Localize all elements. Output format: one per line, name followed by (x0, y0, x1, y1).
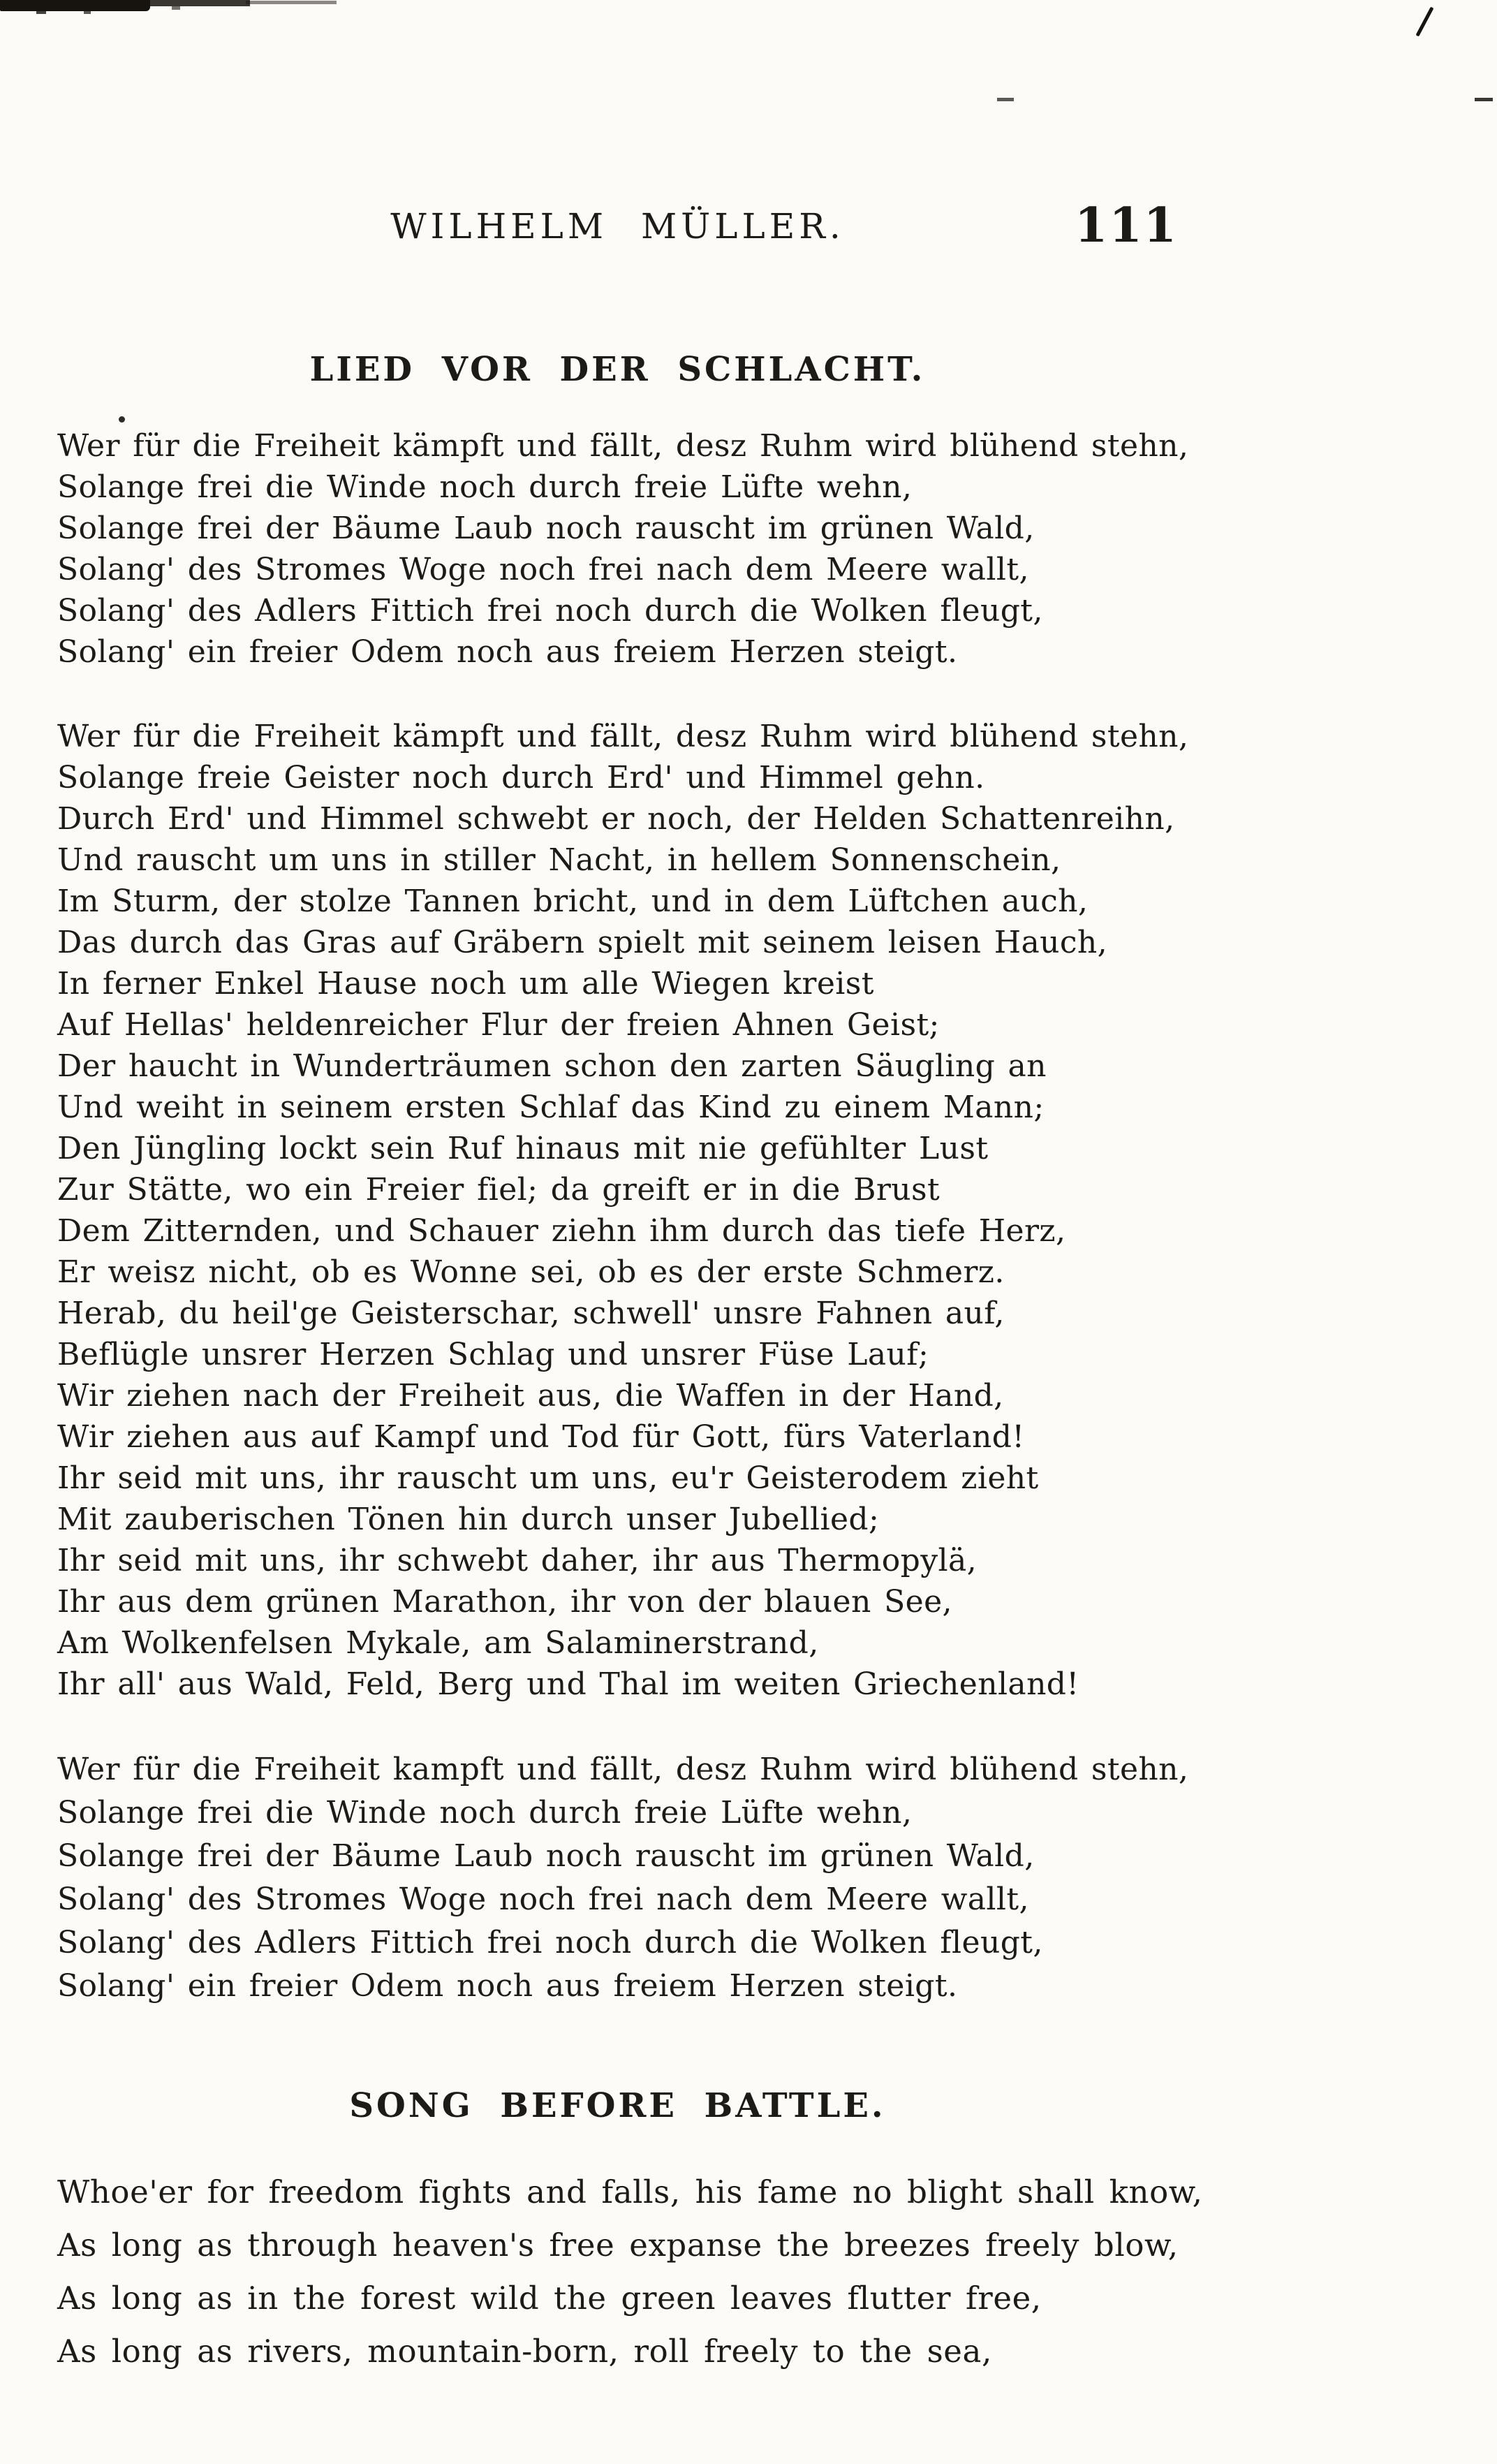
poem-line: Der haucht in Wunderträumen schon den zarten Säugling an (57, 1048, 1047, 1084)
poem-line: Zur Stätte, wo ein Freier fiel; da greift er in die Brust (57, 1172, 941, 1208)
poem-line: Solange frei der Bäume Laub noch rauscht im grünen Wald, (57, 511, 1035, 546)
poem-line: Wir ziehen aus auf Kampf und Tod für Gott, fürs Vaterland! (57, 1419, 1025, 1455)
german-stanza-3 (57, 1748, 1189, 2008)
poem-line: Und weiht in seinem ersten Schlaf das Kind zu einem Mann; (57, 1090, 1045, 1125)
poem-line: Solang' des Stromes Woge noch frei nach dem Meere wallt, (57, 552, 1029, 587)
poem-line: Solange frei die Winde noch durch freie Lüfte wehn, (57, 1795, 913, 1831)
poem-line: Auf Hellas' heldenreicher Flur der freien Ahnen Geist; (57, 1007, 940, 1043)
poem-line: Herab, du heil'ge Geisterschar, schwell' unsre Fahnen auf, (57, 1296, 1005, 1331)
poem-line: Solang' des Adlers Fittich frei noch durch die Wolken fleugt, (57, 593, 1043, 629)
poem-line: Ihr all' aus Wald, Feld, Berg und Thal im weiten Griechenland! (57, 1666, 1079, 1702)
poem-line: Solang' des Adlers Fittich frei noch durch die Wolken fleugt, (57, 1925, 1043, 1960)
poem-line: Solang' ein freier Odem noch aus freiem Herzen steigt. (57, 634, 958, 670)
scan-artifact-mark (1415, 7, 1433, 37)
poem-line: Das durch das Gras auf Gräbern spielt mit seinem leisen Hauch, (57, 925, 1108, 960)
poem-line: In ferner Enkel Hause noch um alle Wiegen kreist (57, 966, 874, 1002)
text-column (57, 0, 1203, 2378)
poem-line: Whoe'er for freedom fights and falls, his fame no blight shall know, (57, 2173, 1203, 2210)
german-stanza-1 (57, 425, 1189, 673)
poem-line: Mit zauberischen Tönen hin durch unser Jubellied; (57, 1502, 880, 1537)
poem-line: Ihr seid mit uns, ihr rauscht um uns, eu'r Geisterodem zieht (57, 1460, 1039, 1496)
poem-line: Den Jüngling lockt sein Ruf hinaus mit nie gefühlter Lust (57, 1131, 989, 1166)
poem-line: Solang' des Stromes Woge noch frei nach dem Meere wallt, (57, 1882, 1029, 1917)
poem-line: Ihr aus dem grünen Marathon, ihr von der blauen See, (57, 1584, 952, 1620)
english-stanza (57, 2166, 1203, 2378)
poem-line: As long as through heaven's free expanse the breezes freely blow, (57, 2227, 1179, 2264)
poem-line: As long as in the forest wild the green leaves flutter free, (57, 2280, 1042, 2317)
scan-artifact-speck (36, 10, 46, 14)
poem-line: Und rauscht um uns in stiller Nacht, in hellem Sonnenschein, (57, 842, 1061, 878)
poem-line: Dem Zitternden, und Schauer ziehn ihm durch das tiefe Herz, (57, 1213, 1066, 1249)
poem-line: Ihr seid mit uns, ihr schwebt daher, ihr aus Thermopylä, (57, 1543, 977, 1578)
poem-line: Solange freie Geister noch durch Erd' und Himmel gehn. (57, 760, 985, 795)
poem-line: Wir ziehen nach der Freiheit aus, die Waffen in der Hand, (57, 1378, 1004, 1414)
poem-line: Im Sturm, der stolze Tannen bricht, und in dem Lüftchen auch, (57, 883, 1089, 919)
poem-line: Solange frei der Bäume Laub noch rauscht im grünen Wald, (57, 1838, 1035, 1874)
poem-line: As long as rivers, mountain-born, roll freely to the sea, (57, 2333, 992, 2370)
poem-line: Wer für die Freiheit kämpft und fällt, desz Ruhm wird blühend stehn, (57, 719, 1189, 754)
poem-line: Er weisz nicht, ob es Wonne sei, ob es der erste Schmerz. (57, 1254, 1005, 1290)
poem-line: Wer für die Freiheit kämpft und fällt, desz Ruhm wird blühend stehn, (57, 428, 1189, 464)
running-header (57, 198, 1178, 261)
poem-line: Solange frei die Winde noch durch freie Lüfte wehn, (57, 469, 913, 505)
poem-line: Beflügle unsrer Herzen Schlag und unsrer Füse Lauf; (57, 1337, 929, 1372)
running-header-title: WILHELM MÜLLER. (390, 206, 845, 247)
german-poem-title: LIED VOR DER SCHLACHT. (309, 350, 926, 389)
poem-line: Wer für die Freiheit kampft und fällt, desz Ruhm wird blühend stehn, (57, 1752, 1189, 1787)
poem-line: Solang' ein freier Odem noch aus freiem Herzen steigt. (57, 1968, 958, 2004)
english-poem-title: SONG BEFORE BATTLE. (349, 2086, 886, 2125)
poem-line: Am Wolkenfelsen Mykale, am Salaminerstrand, (57, 1625, 819, 1661)
poem-line: Durch Erd' und Himmel schwebt er noch, der Helden Schattenreihn, (57, 801, 1175, 837)
german-stanza-2 (57, 716, 1189, 1705)
scan-artifact-mark (1475, 98, 1493, 101)
page-number: 111 (1075, 198, 1178, 254)
